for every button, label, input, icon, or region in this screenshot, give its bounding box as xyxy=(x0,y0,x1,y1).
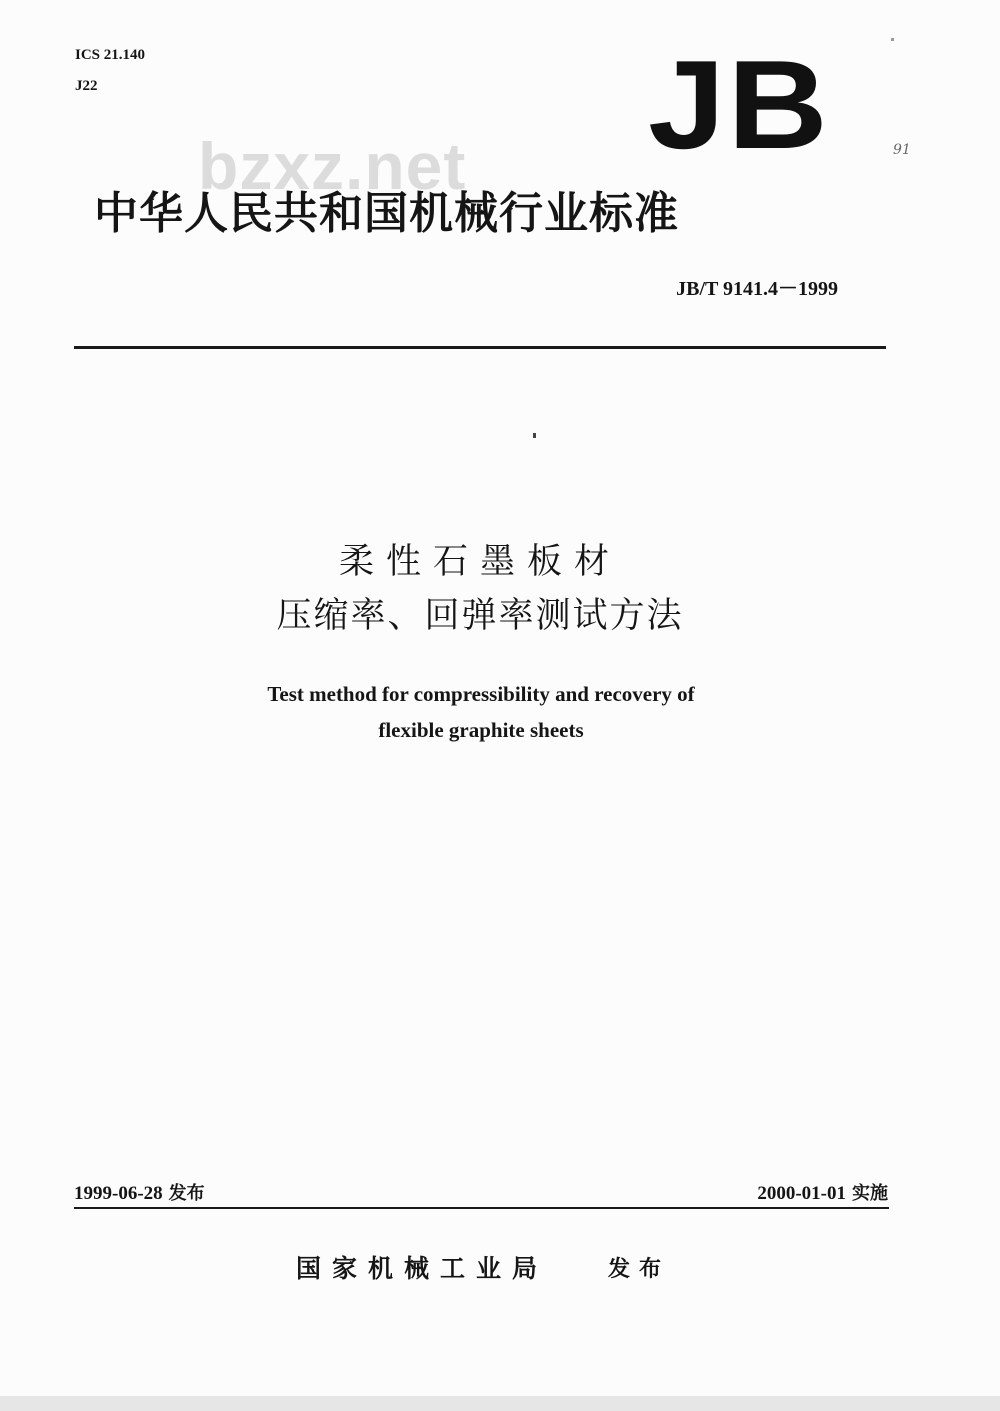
bottom-divider xyxy=(74,1207,889,1209)
effective-date: 2000-01-01 xyxy=(757,1183,846,1204)
ics-code: ICS 21.140 xyxy=(75,47,146,63)
issuing-authority: 国家机械工业局 xyxy=(296,1254,549,1283)
jb-logo xyxy=(648,42,833,160)
release-date-block xyxy=(74,1181,205,1207)
release-date: 1999-06-28 xyxy=(74,1183,163,1204)
standard-number: JB/T 9141.4－1999 xyxy=(676,278,838,300)
effective-label: 实施 xyxy=(852,1183,888,1204)
watermark: bzxz.net xyxy=(198,129,467,203)
chinese-title-line-1: 柔性石墨板材 xyxy=(338,542,621,582)
chinese-title-line-2: 压缩率、回弹率测试方法 xyxy=(276,596,684,636)
top-divider xyxy=(74,346,886,349)
scan-speck xyxy=(533,433,536,438)
english-title-line-2: flexible graphite sheets xyxy=(378,718,584,742)
scan-dot xyxy=(891,38,894,41)
handwritten-mark: 91 xyxy=(893,142,911,158)
english-title-line-1: Test method for compressibility and recovery of xyxy=(267,682,695,706)
organization-title: 中华人民共和国机械行业标准 xyxy=(94,188,679,239)
release-label: 发布 xyxy=(168,1183,205,1204)
issuing-label: 发布 xyxy=(608,1257,671,1282)
effective-date-block xyxy=(757,1181,888,1207)
page-bottom-band xyxy=(0,1396,1000,1411)
classification-code: J22 xyxy=(75,78,98,94)
jb-logo-text: JB xyxy=(648,42,830,160)
